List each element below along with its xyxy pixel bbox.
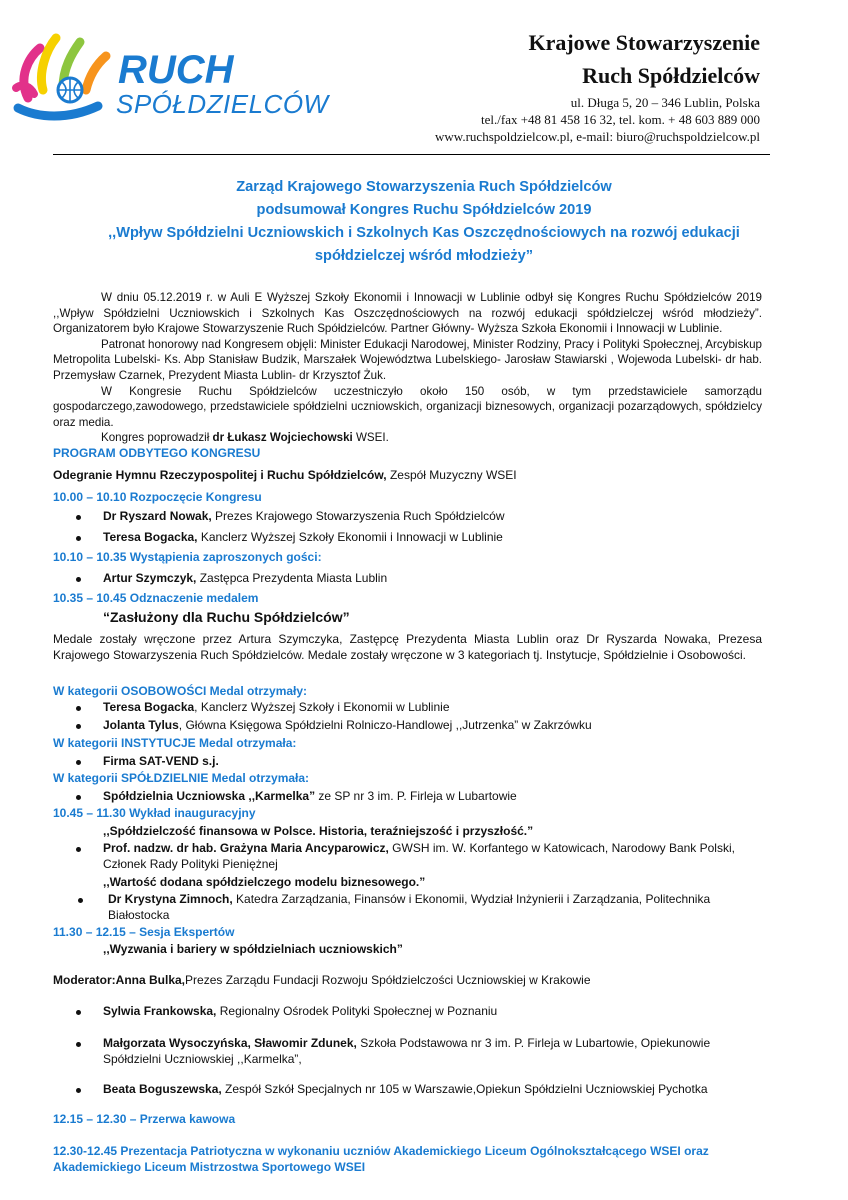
anthem-line <box>53 468 762 482</box>
bullet-icon <box>78 898 83 903</box>
moderator-line <box>53 973 762 987</box>
awardee-role: ze SP nr 3 im. P. Firleja w Lubartowie <box>315 789 517 803</box>
bullet-icon <box>76 1042 81 1047</box>
list-item <box>108 892 710 906</box>
address: ul. Długa 5, 20 – 346 Lublin, Polska <box>570 95 760 110</box>
expert-name: Sylwia Frankowska, <box>103 1004 217 1018</box>
moderator-name: Moderator:Anna Bulka, <box>53 973 186 987</box>
bullet-icon <box>76 1010 81 1015</box>
medal-description: Medale zostały wręczone przez Artura Szymczyka, Zastępcę Prezydenta Miasta Lublin oraz Dr Ryszarda Nowaka, Prezesa Krajowego Stowarzyszenia Ruch Spółdzielców. Medale zostały wręczone w 3 kategoriach tj. Instytucje, Spółdzielnie i Osobowości. <box>53 632 762 662</box>
list-item <box>103 718 592 732</box>
logo-text-spoldzielcow: SPÓŁDZIELCÓW <box>116 89 329 119</box>
session-4-heading: 10.45 – 11.30 Wykład inauguracyjny <box>53 806 256 820</box>
intro-paragraph-3: W Kongresie Ruchu Spółdzielców uczestniczyło około 150 osób, w tym przedstawiciele samorządu gospodarczego,zawodowego, przedstawiciele spółdzielni uczniowskich, organizacji biznesowych, organizacji pozarządowych, spółdzielcy oraz media. <box>53 384 762 429</box>
host-pre: Kongres poprowadził <box>101 431 213 445</box>
session-title: ,,Wyzwania i bariery w spółdzielniach uczniowskich” <box>103 942 403 956</box>
document-title <box>30 176 818 268</box>
intro-paragraph-1: W dniu 05.12.2019 r. w Auli E Wyższej Szkoły Ekonomii i Innowacji w Lublinie odbył się Kongres Ruchu Spółdzielców 2019 ,,Wpływ Spółdzielni Uczniowskich i Szkolnych Kas Oszczędnościowych na rozwój edukacji spółdzielczej wśród młodzieży”. Organizatorem było Krajowe Stowarzyszenie Ruch Spółdzielców. Partner Główny- Wyższa Szkoła Ekonomii i Innowacji w Lublinie. <box>53 291 762 336</box>
anthem-bold: Odegranie Hymnu Rzeczypospolitej i Ruchu Spółdzielców, <box>53 468 387 482</box>
list-item <box>103 530 503 544</box>
title-line-2: podsumował Kongres Ruchu Spółdzielców 2019 <box>256 202 592 218</box>
list-item <box>103 1004 497 1018</box>
list-item <box>103 700 450 714</box>
bullet-icon <box>76 847 81 852</box>
awardee-name: Spółdzielnia Uczniowska ,,Karmelka” <box>103 789 316 803</box>
anthem-rest: Zespół Muzyczny WSEI <box>386 468 517 482</box>
speaker-name: Teresa Bogacka, <box>103 530 198 544</box>
session-6-heading: 12.15 – 12.30 – Przerwa kawowa <box>53 1112 236 1126</box>
expert-role: Zespół Szkół Specjalnych nr 105 w Warszawie,Opiekun Spółdzielni Uczniowskiej Pychotka <box>221 1082 708 1096</box>
list-item <box>103 571 387 585</box>
list-item <box>103 841 735 855</box>
lecture-2-title: ,,Wartość dodana spółdzielczego modelu biznesowego.” <box>103 875 426 889</box>
speaker-name: Dr Ryszard Nowak, <box>103 509 212 523</box>
lecture-1-title: ,,Spółdzielczość finansowa w Polsce. Historia, teraźniejszość i przyszłość.” <box>103 824 534 838</box>
moderator-role: Prezes Zarządu Fundacji Rozwoju Spółdzielczości Uczniowskiej w Krakowie <box>185 973 591 987</box>
expert-name: Beata Boguszewska, <box>103 1082 222 1096</box>
speaker-name: Artur Szymczyk, <box>103 571 197 585</box>
medal-title: “Zasłużony dla Ruchu Spółdzielców” <box>103 609 350 625</box>
speaker-role: Prezes Krajowego Stowarzyszenia Ruch Spółdzielców <box>211 509 505 523</box>
bullet-icon <box>76 706 81 711</box>
category-personalities-heading: W kategorii OSOBOWOŚCI Medal otrzymały: <box>53 684 308 698</box>
title-line-4: spółdzielczej wśród młodzieży” <box>314 248 534 264</box>
lecturer-role-continued: Białostocka <box>108 908 170 922</box>
speaker-role: Kanclerz Wyższej Szkoły Ekonomii i Innowacji w Lublinie <box>197 530 503 544</box>
program-heading: PROGRAM ODBYTEGO KONGRESU <box>53 446 261 460</box>
bullet-icon <box>76 515 81 520</box>
list-item <box>103 754 219 768</box>
awardee-role: , Główna Księgowa Spółdzielni Rolniczo-Handlowej ,,Jutrzenka” w Zakrzówku <box>178 718 592 732</box>
title-line-1: Zarząd Krajowego Stowarzyszenia Ruch Spółdzielców <box>236 179 612 195</box>
category-institutions-heading: W kategorii INSTYTUCJE Medal otrzymała: <box>53 736 297 750</box>
list-item <box>103 789 517 803</box>
organization-name <box>528 26 760 92</box>
expert-role-continued: Spółdzielni Uczniowskiej ,,Karmelka”, <box>103 1052 302 1066</box>
list-item <box>103 1082 708 1096</box>
org-name-line2: Ruch Spółdzielców <box>582 63 760 88</box>
intro-paragraph-4 <box>53 430 762 446</box>
session-2-heading: 10.10 – 10.35 Wystąpienia zaproszonych gości: <box>53 550 322 564</box>
speaker-role: Zastępca Prezydenta Miasta Lublin <box>196 571 388 585</box>
lecturer-role: GWSH im. W. Korfantego w Katowicach, Narodowy Bank Polski, <box>388 841 735 855</box>
list-item <box>103 1036 710 1050</box>
session-5-heading: 11.30 – 12.15 – Sesja Ekspertów <box>53 925 235 939</box>
expert-role: Regionalny Ośrodek Polityki Społecznej w Poznaniu <box>216 1004 498 1018</box>
bullet-icon <box>76 536 81 541</box>
intro-paragraph-2: Patronat honorowy nad Kongresem objęli: Minister Edukacji Narodowej, Minister Rodziny, Pracy i Polityki Społecznej, Arcybiskup Metropolita Lubelski- Ks. Abp Stanisław Budzik, Marszałek Województwa Lubelskiego- Jarosław Stawiarski , Wojewoda Lubelski- dr hab. Przemysław Czarnek, Prezydent Miasta Lublin- dr Krzysztof Żuk. <box>53 337 762 382</box>
lecturer-role-continued: Członek Rady Polityki Pieniężnej <box>103 857 278 871</box>
session-3-heading: 10.35 – 10.45 Odznaczenie medalem <box>53 591 259 605</box>
bullet-icon <box>76 760 81 765</box>
title-line-3: ,,Wpływ Spółdzielni Uczniowskich i Szkolnych Kas Oszczędnościowych na rozwój edukacji <box>108 225 740 241</box>
list-item <box>103 509 505 523</box>
awardee-name: Teresa Bogacka <box>103 700 195 714</box>
lecturer-name: Dr Krystyna Zimnoch, <box>108 892 233 906</box>
category-cooperatives-heading: W kategorii SPÓŁDZIELNIE Medal otrzymała: <box>53 771 310 785</box>
org-name-line1: Krajowe Stowarzyszenie <box>528 30 760 55</box>
awardee-role: , Kanclerz Wyższej Szkoły i Ekonomii w Lublinie <box>194 700 450 714</box>
website-email: www.ruchspoldzielcow.pl, e-mail: biuro@ruchspoldzielcow.pl <box>435 129 760 144</box>
awardee-name: Jolanta Tylus <box>103 718 179 732</box>
bullet-icon <box>76 577 81 582</box>
organization-contact <box>435 94 760 145</box>
session-1-heading: 10.00 – 10.10 Rozpoczęcie Kongresu <box>53 490 262 504</box>
expert-role: Szkoła Podstawowa nr 3 im. P. Firleja w Lubartowie, Opiekunowie <box>356 1036 711 1050</box>
host-post: WSEI. <box>352 431 389 445</box>
session-7-heading-line-1: 12.30-12.45 Prezentacja Patriotyczna w wykonaniu uczniów Akademickiego Liceum Ogólnokształcącego WSEI oraz <box>53 1144 709 1158</box>
bullet-icon <box>76 724 81 729</box>
logo-text-ruch: RUCH <box>118 48 234 92</box>
header-divider <box>53 154 770 155</box>
intro-text <box>53 290 762 446</box>
phone-numbers: tel./fax +48 81 458 16 32, tel. kom. + 48 603 889 000 <box>481 112 760 127</box>
session-7-heading-line-2: Akademickiego Liceum Mistrzostwa Sportowego WSEI <box>53 1160 366 1174</box>
bullet-icon <box>76 1088 81 1093</box>
expert-name: Małgorzata Wysoczyńska, Sławomir Zdunek, <box>103 1036 357 1050</box>
host-name: dr Łukasz Wojciechowski <box>212 431 353 445</box>
ruch-spoldzielcow-logo <box>8 28 329 138</box>
awardee-name: Firma SAT-VEND s.j. <box>103 754 219 768</box>
lecturer-name: Prof. nadzw. dr hab. Grażyna Maria Ancyparowicz, <box>103 841 389 855</box>
lecturer-role: Katedra Zarządzania, Finansów i Ekonomii, Wydział Inżynierii i Zarządzania, Politechnika <box>232 892 711 906</box>
bullet-icon <box>76 795 81 800</box>
